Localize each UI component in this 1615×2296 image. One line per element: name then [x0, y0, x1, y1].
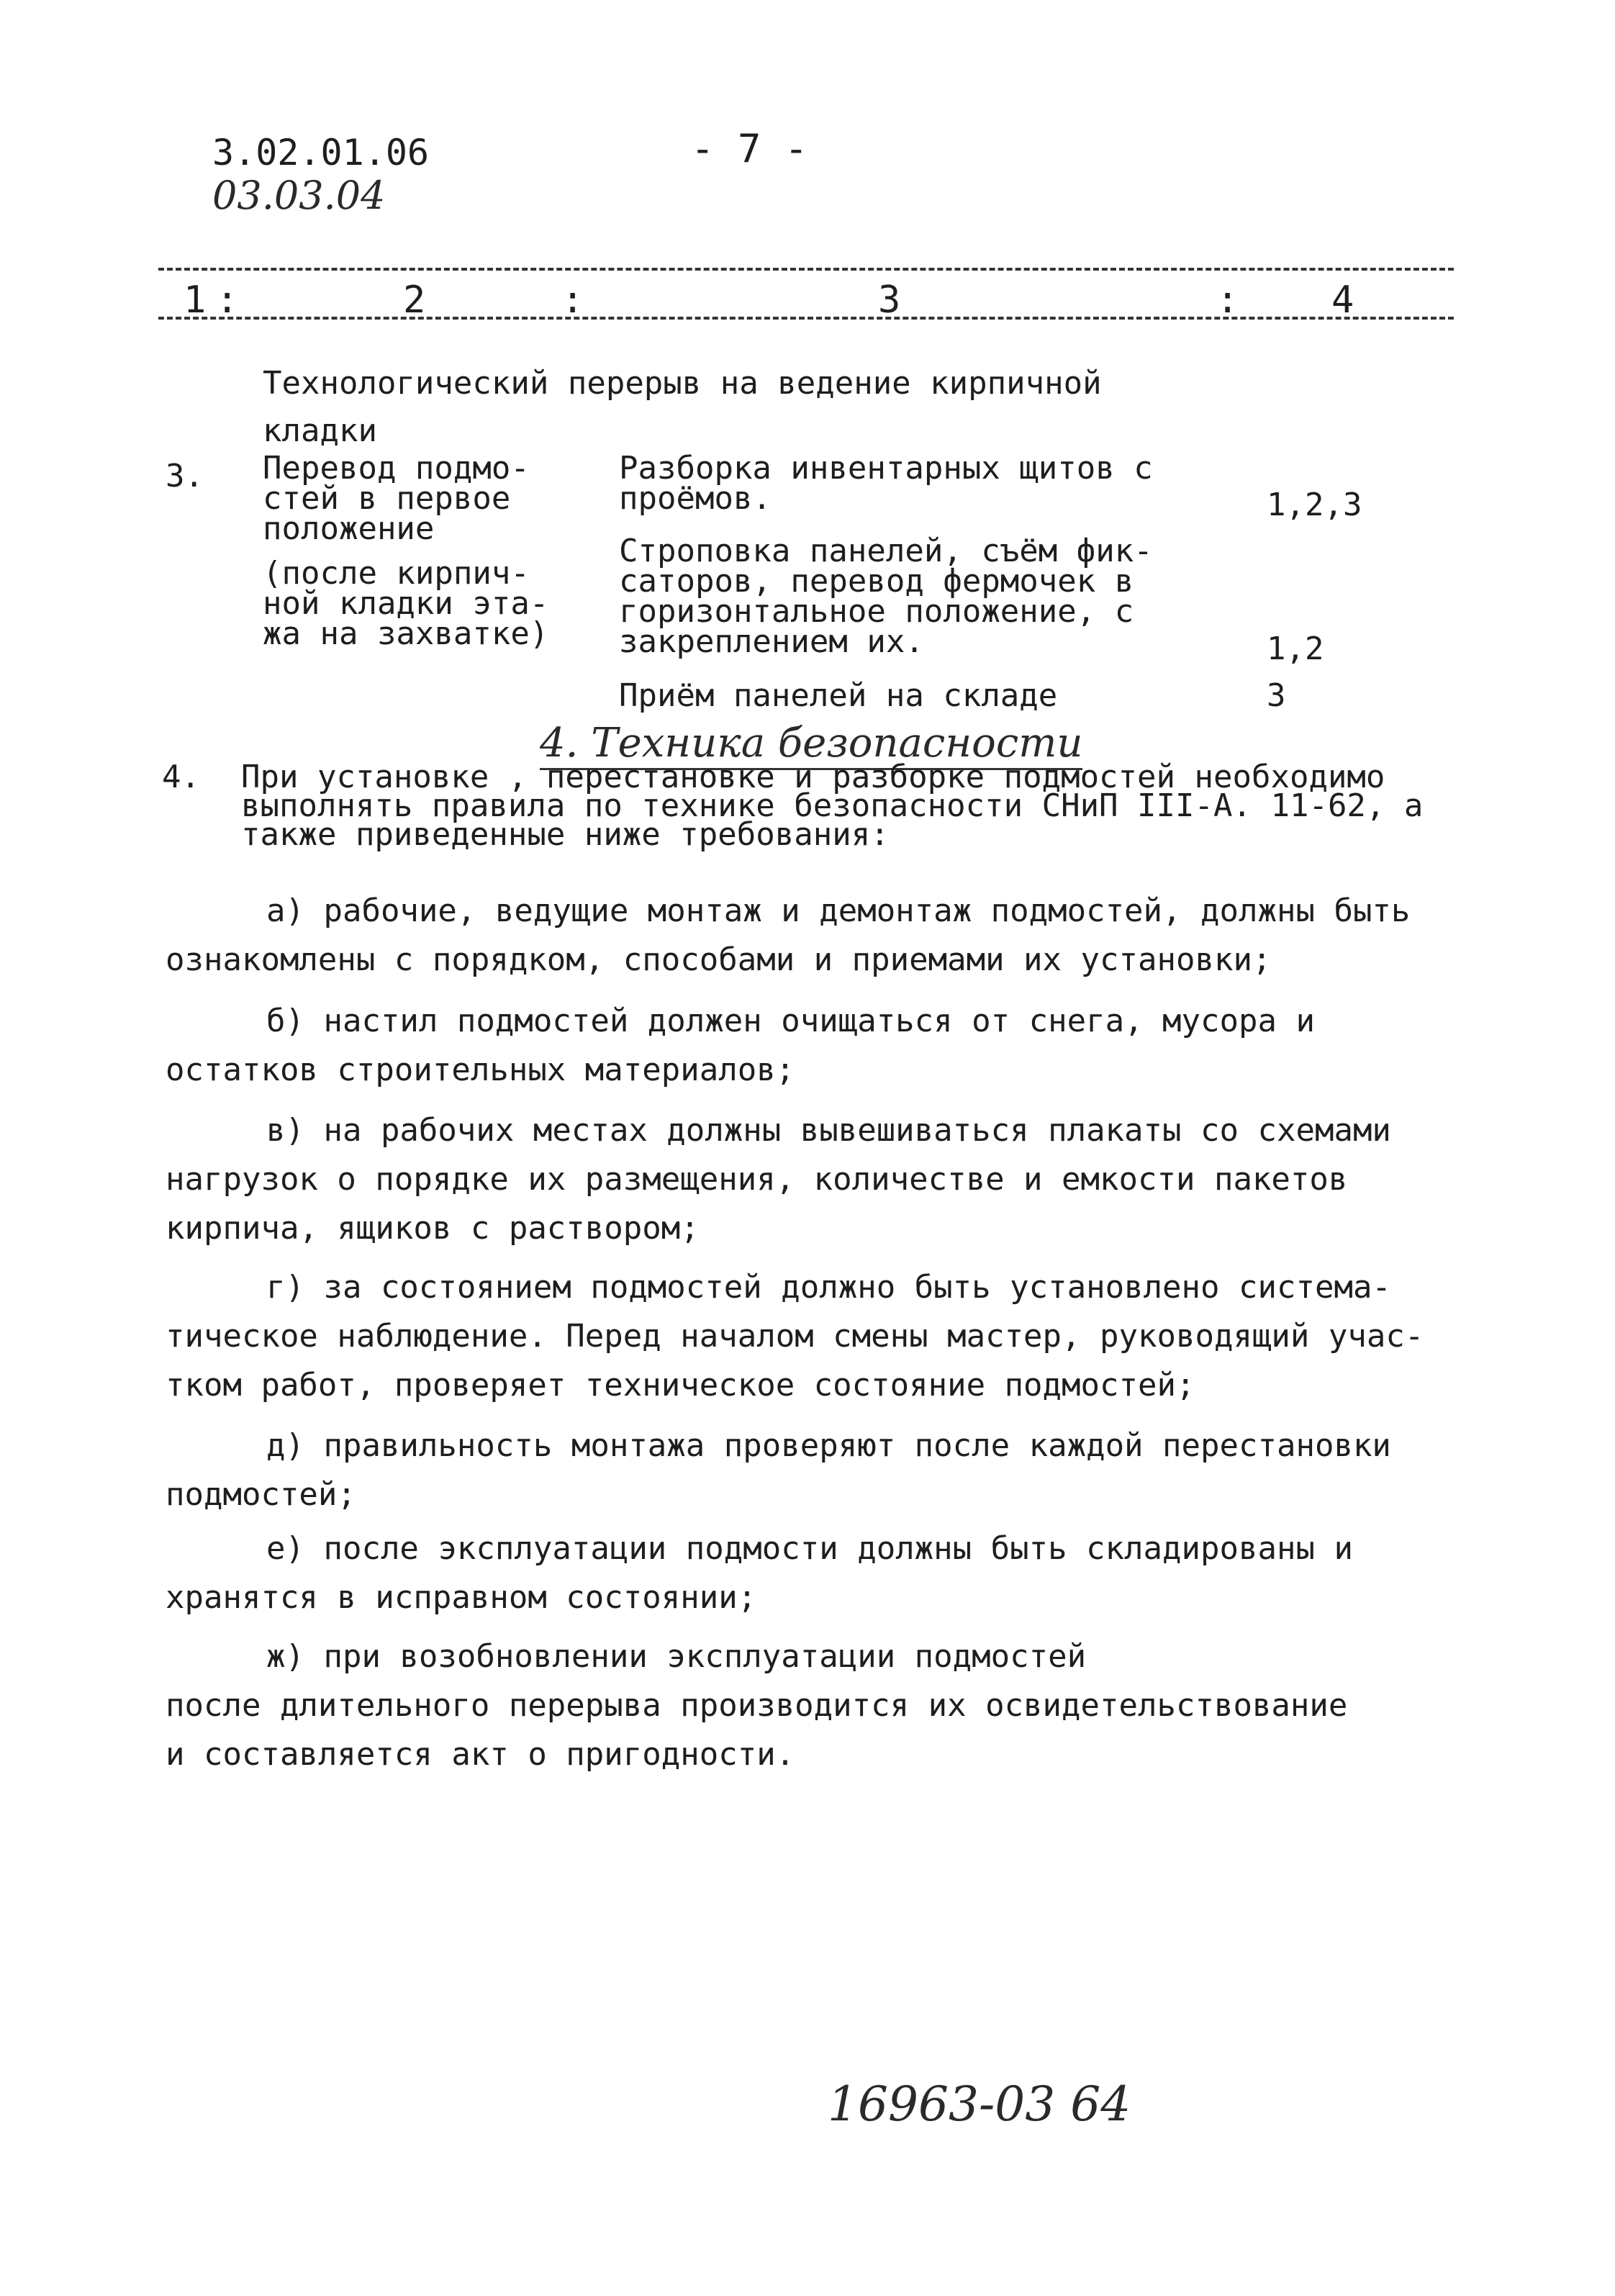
- safety-item-c: [166, 1106, 1391, 1253]
- stage-note-line: ной кладки эта-: [263, 585, 549, 622]
- document-code: 3.02.01.06: [212, 132, 430, 173]
- operation-line: закреплением их.: [619, 623, 924, 660]
- table-header-rule: [158, 317, 1454, 320]
- row-number: 3.: [166, 458, 204, 494]
- intro-line: При установке , перестановке и разборке подмостей необходимо: [241, 759, 1385, 795]
- item-line: г) за состоянием подмостей должно быть установлено система-: [266, 1269, 1391, 1306]
- operation-2-performers: 1,2: [1267, 631, 1324, 667]
- pre-row-text: Технологический перерыв на ведение кирпичной кладки: [263, 365, 1102, 449]
- operation-2: [619, 533, 1153, 660]
- stage-note-line: жа на захватке): [263, 615, 549, 652]
- item-line: б) настил подмостей должен очищаться от снега, мусора и: [266, 1003, 1315, 1039]
- item-line: в) на рабочих местах должны вывешиваться плакаты со схемами: [266, 1112, 1391, 1149]
- item-line: ж) при возобновлении эксплуатации подмостей: [266, 1638, 1087, 1675]
- page-number: - 7 -: [691, 126, 808, 171]
- safety-item-f: [166, 1524, 1353, 1622]
- stage-note-line: (после кирпич-: [263, 555, 530, 592]
- item-line: остатков строительных материалов;: [166, 1052, 795, 1088]
- operation-1-performers: 1,2,3: [1267, 487, 1362, 523]
- item-line: д) правильность монтажа проверяют после каждой перестановки: [266, 1427, 1391, 1464]
- operation-line: горизонтальное положение, с: [619, 593, 1134, 630]
- intro-line: также приведенные ниже требования:: [241, 816, 890, 853]
- item-line: нагрузок о порядке их размещения, количестве и емкости пакетов: [166, 1161, 1348, 1198]
- operation-line: саторов, перевод фермочек в: [619, 563, 1134, 600]
- operation-line: Строповка панелей, съём фик-: [619, 533, 1153, 569]
- item-line: хранятся в исправном состоянии;: [166, 1579, 757, 1616]
- operation-3: Приём панелей на складе: [619, 677, 1058, 714]
- operation-3-performers: 3: [1267, 677, 1286, 714]
- column-separator: :: [1216, 279, 1239, 322]
- safety-item-e: [166, 1422, 1391, 1519]
- stage-line: стей в первое: [263, 480, 511, 517]
- intro-marker: 4.: [162, 759, 200, 795]
- column-number-3: 3: [878, 279, 901, 322]
- column-number-1: 1: [184, 279, 207, 322]
- safety-item-d: [166, 1263, 1424, 1410]
- column-separator: :: [561, 279, 584, 322]
- intro-line: выполнять правила по технике безопасности СНиП III-А. 11-62, а: [241, 787, 1424, 824]
- footer-code: 16963-03 64: [828, 2076, 1131, 2132]
- intro-paragraph: [241, 759, 1424, 853]
- document-code-handwritten: 03.03.04: [212, 173, 386, 218]
- column-number-2: 2: [403, 279, 426, 322]
- section-title: 4. Техника безопасности: [540, 720, 1082, 770]
- item-line: тком работ, проверяет техническое состояние подмостей;: [166, 1367, 1195, 1404]
- operation-line: проёмов.: [619, 480, 772, 517]
- item-line: е) после эксплуатации подмости должны быть складированы и: [266, 1530, 1353, 1567]
- item-line: ознакомлены с порядком, способами и приемами их установки;: [166, 941, 1272, 978]
- safety-item-g: [166, 1632, 1347, 1779]
- stage-line: положение: [263, 510, 435, 547]
- item-line: кирпича, ящиков с раствором;: [166, 1210, 700, 1247]
- safety-item-b: [166, 997, 1315, 1095]
- item-line: а) рабочие, ведущие монтаж и демонтаж подмостей, должны быть: [266, 892, 1411, 929]
- column-number-4: 4: [1331, 279, 1354, 322]
- item-line: тическое наблюдение. Перед началом смены мастер, руководящий учас-: [166, 1318, 1424, 1355]
- stage-line: Перевод подмо-: [263, 450, 530, 487]
- stage-cell: [263, 450, 549, 652]
- item-line: после длительного перерыва производится их освидетельствование: [166, 1687, 1348, 1724]
- item-line: и составляется акт о пригодности.: [166, 1736, 795, 1773]
- column-separator: :: [216, 279, 239, 322]
- item-line: подмостей;: [166, 1476, 356, 1513]
- table-top-rule: [158, 268, 1454, 271]
- safety-item-a: [166, 887, 1410, 985]
- operation-line: Разборка инвентарных щитов с: [619, 450, 1153, 487]
- operation-1: [619, 450, 1153, 517]
